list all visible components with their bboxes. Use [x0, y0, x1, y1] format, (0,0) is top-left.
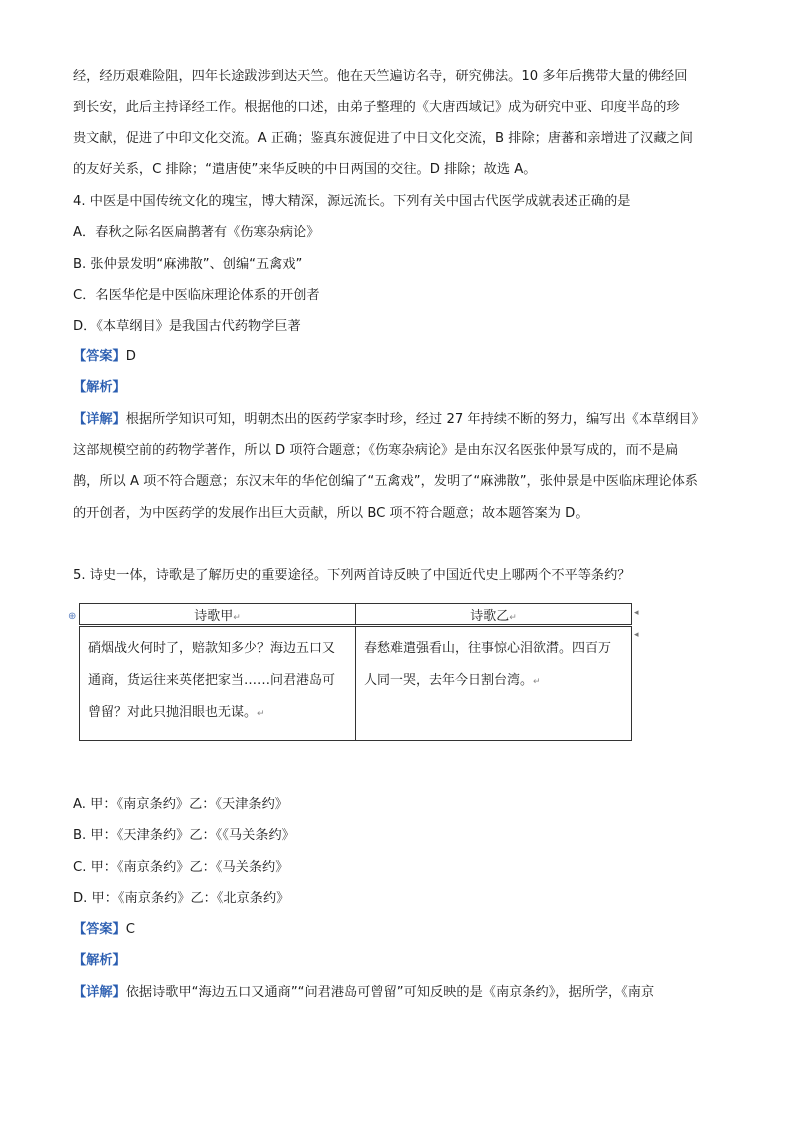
header-poem-a: 诗歌甲↵ — [80, 604, 356, 626]
q4-detail-line: 的开创者，为中医药学的发展作出巨大贡献，所以 BC 项不符合题意；故本题答案为 D。 — [73, 506, 589, 521]
text-line: 到长安，此后主持译经工作。根据他的口述，由弟子整理的《大唐西域记》成为研究中亚、印度半岛的珍 — [73, 100, 680, 115]
poem-a-cell[interactable] — [80, 626, 356, 741]
detail-tag: 【详解】 — [73, 412, 126, 427]
q5-detail-line — [73, 984, 728, 1002]
question-4-stem: 4. 中医是中国传统文化的瑰宝，博大精深，源远流长。下列有关中国古代医学成就表述正确的是 — [73, 194, 631, 209]
q5-option-d: D. 甲：《南京条约》乙：《北京条约》 — [73, 891, 290, 906]
poem-a-line: 硝烟战火何时了，赔款知多少？海边五口又 — [88, 641, 336, 656]
q4-option-c: C．名医华佗是中医临床理论体系的开创者 — [73, 288, 320, 303]
answer-tag: 【答案】 — [73, 922, 126, 937]
answer-value: C — [125, 922, 135, 937]
q5-option-a: A. 甲：《南京条约》乙：《天津条约》 — [73, 797, 288, 812]
q5-option-b: B. 甲：《天津条约》乙：《《马关条约》 — [73, 828, 295, 843]
q5-analysis — [73, 952, 728, 970]
poem-b-line: 春愁难遣强看山，往事惊心泪欲潸。四百万 — [364, 641, 612, 656]
q4-option-b: B. 张仲景发明“麻沸散”、创编“五禽戏” — [73, 257, 303, 272]
analysis-tag: 【解析】 — [73, 380, 126, 395]
answer-tag: 【答案】 — [73, 349, 126, 364]
q4-option-d: D．《本草纲目》是我国古代药物学巨著 — [73, 319, 301, 334]
detail-text: 根据所学知识可知，明朝杰出的医药学家李时珍，经过 27 年持续不断的努力，编写出《本草纲目》 — [125, 412, 705, 427]
detail-text: 依据诗歌甲“海边五口又通商”“问君港岛可曾留”可知反映的是《南京条约》，据所学，《南京 — [125, 985, 655, 1000]
poem-b-cell[interactable] — [356, 626, 632, 741]
question-5-stem: 5. 诗史一体，诗歌是了解历史的重要途径。下列两首诗反映了中国近代史上哪两个不平等条约？ — [73, 568, 631, 583]
q4-detail-line: 这部规模空前的药物学著作，所以 D 项符合题意；《伤寒杂病论》是由东汉名医张仲景写成的，而不是扁 — [73, 443, 679, 458]
poem-b-line: 人同一哭，去年今日割台湾。↵ — [364, 673, 541, 688]
text-line: 的友好关系，C 排除；“遣唐使”来华反映的中日两国的交往。D 排除；故选 A。 — [73, 162, 537, 177]
table-header-row — [80, 604, 632, 626]
answer-value: D — [125, 349, 136, 364]
q4-analysis — [73, 379, 728, 397]
q4-option-a: A．春秋之际名医扁鹊著有《伤寒杂病论》 — [73, 225, 320, 240]
row-end-mark-icon: ◂ — [634, 630, 639, 640]
poem-table — [79, 603, 632, 741]
row-end-mark-icon: ◂ — [634, 608, 639, 618]
q4-detail-line: 鹊，所以 A 项不符合题意；东汉末年的华佗创编了“五禽戏”，发明了“麻沸散”，张仲景是中医临床理论体系 — [73, 474, 698, 489]
text-line: 经，经历艰难险阻，四年长途跋涉到达天竺。他在天竺遍访名寺，研究佛法。10 多年后携带大量的佛经回 — [73, 69, 688, 84]
q5-option-c: C. 甲：《南京条约》乙：《马关条约》 — [73, 860, 289, 875]
poem-a-line: 通商，货运往来英佬把家当……问君港岛可 — [88, 673, 336, 688]
q4-detail-line — [73, 411, 728, 429]
q4-answer — [73, 348, 728, 366]
analysis-tag: 【解析】 — [73, 953, 126, 968]
q5-answer — [73, 921, 728, 939]
poem-a-line: 曾留？对此只抛泪眼也无谋。↵ — [88, 705, 265, 720]
detail-tag: 【详解】 — [73, 985, 126, 1000]
table-row — [80, 626, 632, 741]
header-poem-b: 诗歌乙↵ — [356, 604, 632, 626]
text-line: 贵文献，促进了中印文化交流。A 正确；鉴真东渡促进了中日文化交流，B 排除；唐蕃和亲增进了汉藏之间 — [73, 131, 693, 146]
table-move-handle-icon[interactable]: ⊕ — [68, 611, 77, 622]
